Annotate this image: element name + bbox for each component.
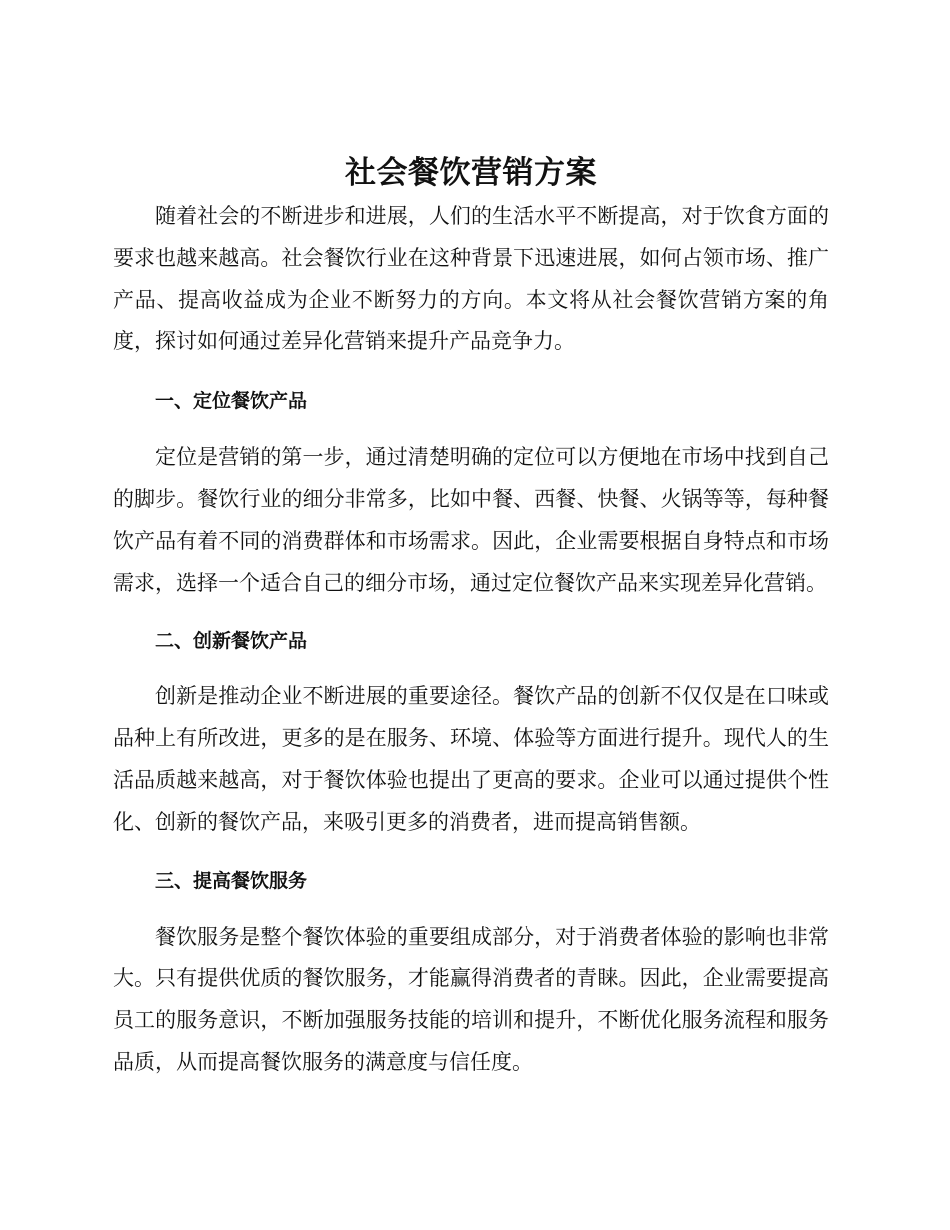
section-paragraph-positioning: 定位是营销的第一步，通过清楚明确的定位可以方便地在市场中找到自己的脚步。餐饮行业的细分非常多，比如中餐、西餐、快餐、火锅等等，每种餐饮产品有着不同的消费群体和市场需求。因此，企业需要根据自身特点和市场需求，选择一个适合自己的细分市场，通过定位餐饮产品来实现差异化营销。 <box>113 445 829 595</box>
section-paragraph-innovation: 创新是推动企业不断进展的重要途径。餐饮产品的创新不仅仅是在口味或品种上有所改进，更多的是在服务、环境、体验等方面进行提升。现代人的生活品质越来越高，对于餐饮体验也提出了更高的要求。企业可以通过提供个性化、创新的餐饮产品，来吸引更多的消费者，进而提高销售额。 <box>113 684 829 834</box>
document-body <box>113 150 829 1084</box>
section-heading-positioning: 一、定位餐饮产品 <box>155 390 308 413</box>
intro-paragraph: 随着社会的不断进步和进展，人们的生活水平不断提高，对于饮食方面的要求也越来越高。社会餐饮行业在这种背景下迅速进展，如何占领市场、推广产品、提高收益成为企业不断努力的方向。本文将从社会餐饮营销方案的角度，探讨如何通过差异化营销来提升产品竞争力。 <box>113 204 829 354</box>
section-heading-innovation: 二、创新餐饮产品 <box>155 630 308 653</box>
section-paragraph-service: 餐饮服务是整个餐饮体验的重要组成部分，对于消费者体验的影响也非常大。只有提供优质的餐饮服务，才能赢得消费者的青睐。因此，企业需要提高员工的服务意识，不断加强服务技能的培训和提升，不断优化服务流程和服务品质，从而提高餐饮服务的满意度与信任度。 <box>113 924 829 1074</box>
section-heading-service: 三、提高餐饮服务 <box>155 869 308 892</box>
document-title: 社会餐饮营销方案 <box>345 155 597 191</box>
